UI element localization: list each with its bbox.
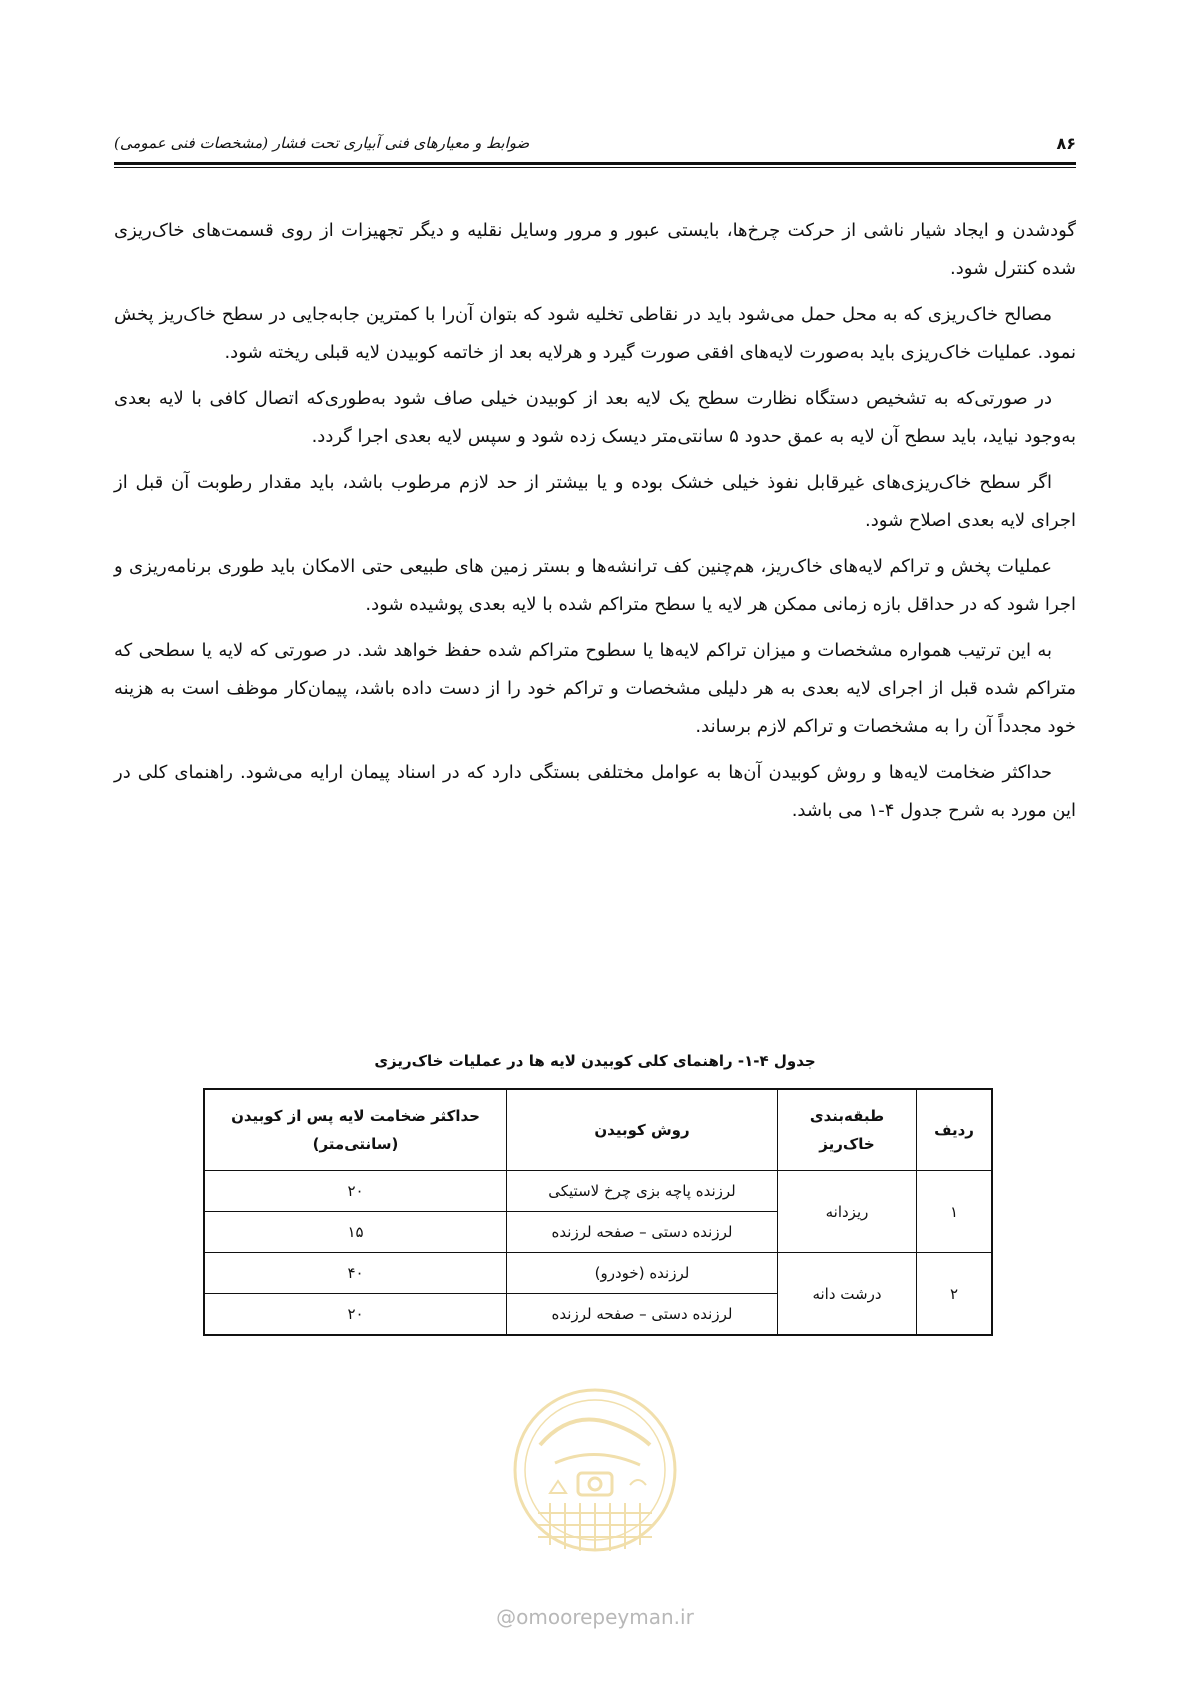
watermark-stamp-icon (510, 1385, 680, 1555)
cell-row-number: ۱ (917, 1171, 993, 1253)
header-row-number: ردیف (917, 1089, 993, 1171)
cell-method: لرزنده دستی – صفحه لرزنده (507, 1212, 778, 1253)
header-classification-line2: خاک‌ریز (819, 1135, 875, 1153)
cell-thickness: ۴۰ (204, 1253, 507, 1294)
header-thickness-line1: حداکثر ضخامت لایه پس از کوبیدن (231, 1107, 480, 1125)
body-text (114, 212, 1076, 838)
table-caption: جدول ۴-۱- راهنمای کلی کوبیدن لایه ها در عملیات خاک‌ریزی (374, 1052, 816, 1070)
cell-thickness: ۲۰ (204, 1171, 507, 1212)
cell-row-number: ۲ (917, 1253, 993, 1336)
cell-method: لرزنده پاچه بزی چرخ لاستیکی (507, 1171, 778, 1212)
compaction-table (203, 1088, 993, 1336)
header-classification (778, 1089, 917, 1171)
table-row (204, 1171, 992, 1212)
cell-thickness: ۲۰ (204, 1294, 507, 1336)
table-row (204, 1253, 992, 1294)
cell-thickness: ۱۵ (204, 1212, 507, 1253)
paragraph: عملیات پخش و تراکم لایه‌های خاک‌ریز، هم‌چنین کف ترانشه‌ها و بستر زمین های طبیعی حتی الامکان باید طوری برنامه‌ریزی و اجرا شود که در حداقل بازه زمانی ممکن هر لایه یا سطح متراکم شده با لایه بعدی پوشیده شود. (114, 556, 1076, 615)
watermark-url: @omoorepeyman.ir (496, 1605, 694, 1629)
running-title: ضوابط و معیارهای فنی آبیاری تحت فشار (مشخصات فنی عمومی) (114, 134, 530, 152)
page-header (114, 128, 1076, 162)
header-thickness (204, 1089, 507, 1171)
header-rule-thick (114, 162, 1076, 165)
cell-method: لرزنده دستی – صفحه لرزنده (507, 1294, 778, 1336)
paragraph: مصالح خاک‌ریزی که به محل حمل می‌شود باید در نقاطی تخلیه شود که بتوان آن‌را با کمترین جابه‌جایی در سطح خاک‌ریز پخش نمود. عملیات خاک‌ریزی باید به‌صورت لایه‌های افقی صورت گیرد و هرلایه بعد از خاتمه کوبیدن لایه قبلی ریخته شود. (114, 304, 1076, 363)
header-method: روش کوبیدن (507, 1089, 778, 1171)
paragraph: اگر سطح خاک‌ریزی‌های غیرقابل نفوذ خیلی خشک بوده و یا بیشتر از حد لازم مرطوب باشد، باید مقدار رطوبت آن قبل از اجرای لایه بعدی اصلاح شود. (114, 472, 1076, 531)
header-classification-line1: طبقه‌بندی (809, 1107, 885, 1125)
page-number: ۸۶ (1056, 134, 1076, 153)
header-rule-thin (114, 167, 1076, 168)
cell-classification: ریزدانه (778, 1171, 917, 1253)
table-header-row (204, 1089, 992, 1171)
paragraph: به این ترتیب همواره مشخصات و میزان تراکم لایه‌ها یا سطوح متراکم شده حفظ خواهد شد. در صورتی که لایه یا سطحی که متراکم شده قبل از اجرای لایه بعدی به هر دلیلی مشخصات و تراکم خود را از دست داده باشد، پیمان‌کار موظف است به هزینه خود مجدداً آن را به مشخصات و تراکم لازم برساند. (114, 640, 1076, 737)
paragraph: در صورتی‌که به تشخیص دستگاه نظارت سطح یک لایه بعد از کوبیدن خیلی صاف شود به‌طوری‌که اتصال کافی با لایه بعدی به‌وجود نیاید، باید سطح آن لایه به عمق حدود ۵ سانتی‌متر دیسک زده شود و سپس لایه بعدی اجرا گردد. (114, 388, 1076, 447)
cell-classification: درشت دانه (778, 1253, 917, 1336)
paragraph: گودشدن و ایجاد شیار ناشی از حرکت چرخ‌ها، بایستی عبور و مرور وسایل نقلیه و دیگر تجهیزات از روی قسمت‌های خاک‌ریزی شده کنترل شود. (114, 220, 1076, 279)
cell-method: لرزنده (خودرو) (507, 1253, 778, 1294)
header-thickness-line2: (سانتی‌متر) (312, 1135, 399, 1153)
paragraph: حداکثر ضخامت لایه‌ها و روش کوبیدن آن‌ها به عوامل مختلفی بستگی دارد که در اسناد پیمان ارایه می‌شود. راهنمای کلی در این مورد به شرح جدول ۴-۱ می باشد. (114, 762, 1076, 821)
